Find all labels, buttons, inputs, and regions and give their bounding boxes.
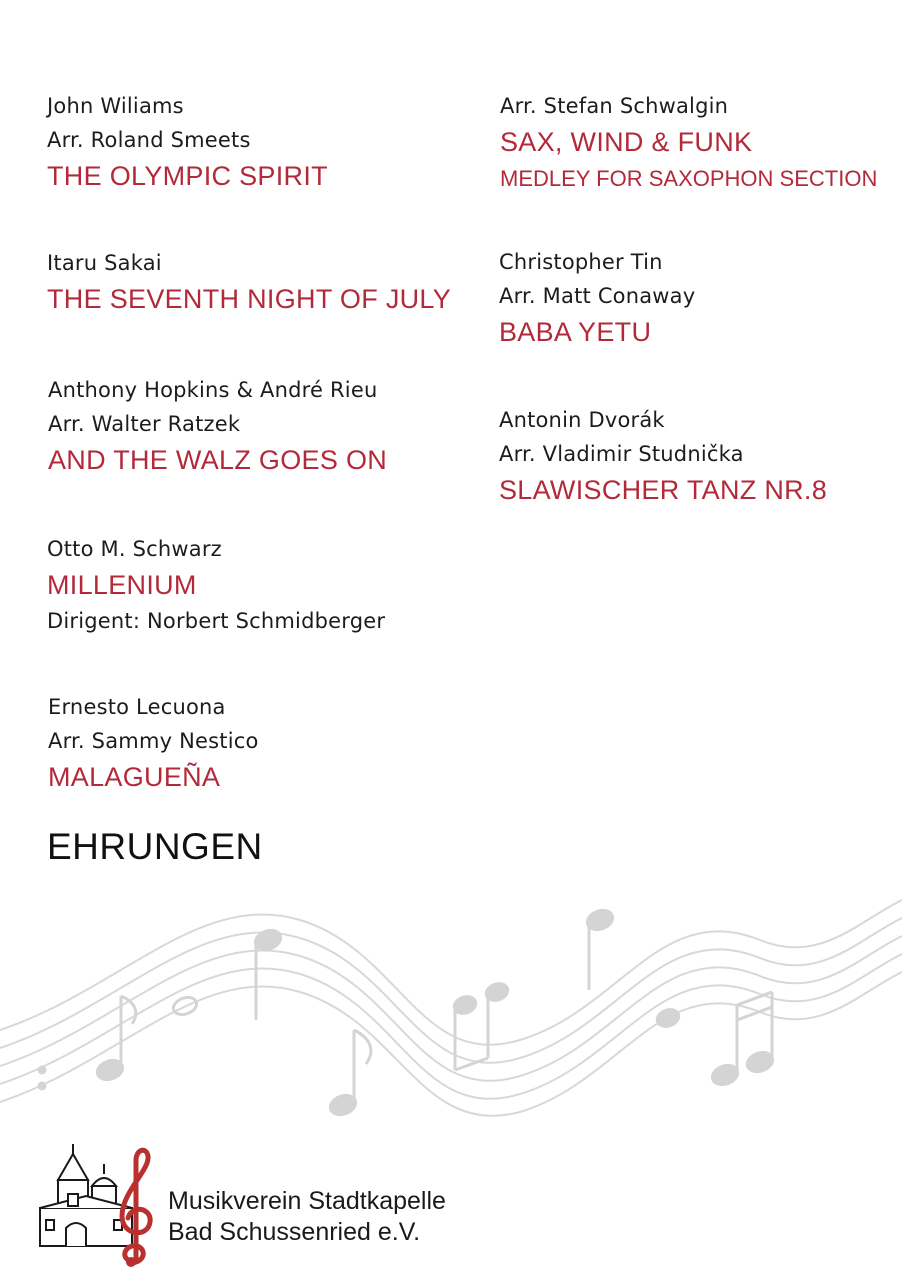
composer-line: Anthony Hopkins & André Rieu (48, 378, 378, 402)
program-item-sax-wind-funk (500, 89, 877, 197)
arranger-line: Arr. Sammy Nestico (48, 729, 259, 753)
piece-title: SLAWISCHER TANZ NR.8 (499, 475, 828, 505)
organization-name-line2: Bad Schussenried e.V. (168, 1218, 421, 1246)
program-item-malaguena (48, 690, 259, 796)
program-item-millenium (47, 532, 385, 638)
arranger-line: Arr. Stefan Schwalgin (500, 94, 729, 118)
organization-name (168, 1186, 446, 1248)
conductor-note: Dirigent: Norbert Schmidberger (47, 609, 386, 633)
piece-title: MALAGUEÑA (48, 762, 221, 792)
church-treble-clef-logo-icon (36, 1140, 160, 1270)
piece-subtitle: MEDLEY FOR SAXOPHON SECTION (500, 166, 878, 191)
section-heading: EHRUNGEN (47, 826, 263, 867)
program-item-slawischer-tanz (499, 403, 827, 509)
piece-title: AND THE WALZ GOES ON (48, 445, 388, 475)
program-item-baba-yetu (499, 245, 695, 351)
piece-title: SAX, WIND & FUNK (500, 127, 753, 157)
composer-line: Ernesto Lecuona (48, 695, 226, 719)
composer-line: Antonin Dvorák (499, 408, 665, 432)
piece-title: THE OLYMPIC SPIRIT (47, 161, 328, 191)
composer-line: John Wiliams (47, 94, 184, 118)
arranger-line: Arr. Matt Conaway (499, 284, 696, 308)
program-item-walz-goes-on (48, 373, 387, 479)
arranger-line: Arr. Walter Ratzek (48, 412, 241, 436)
music-staff-notes-decoration-icon (0, 880, 902, 1140)
arranger-line: Arr. Roland Smeets (47, 128, 251, 152)
piece-title: BABA YETU (499, 317, 652, 347)
composer-line: Otto M. Schwarz (47, 537, 222, 561)
piece-title: MILLENIUM (47, 570, 197, 600)
program-item-olympic-spirit (47, 89, 328, 195)
piece-title: THE SEVENTH NIGHT OF JULY (47, 284, 452, 314)
arranger-line: Arr. Vladimir Studnička (499, 442, 744, 466)
composer-line: Itaru Sakai (47, 251, 162, 275)
composer-line: Christopher Tin (499, 250, 663, 274)
program-item-seventh-night (47, 246, 451, 318)
organization-name-line1: Musikverein Stadtkapelle (168, 1187, 446, 1215)
